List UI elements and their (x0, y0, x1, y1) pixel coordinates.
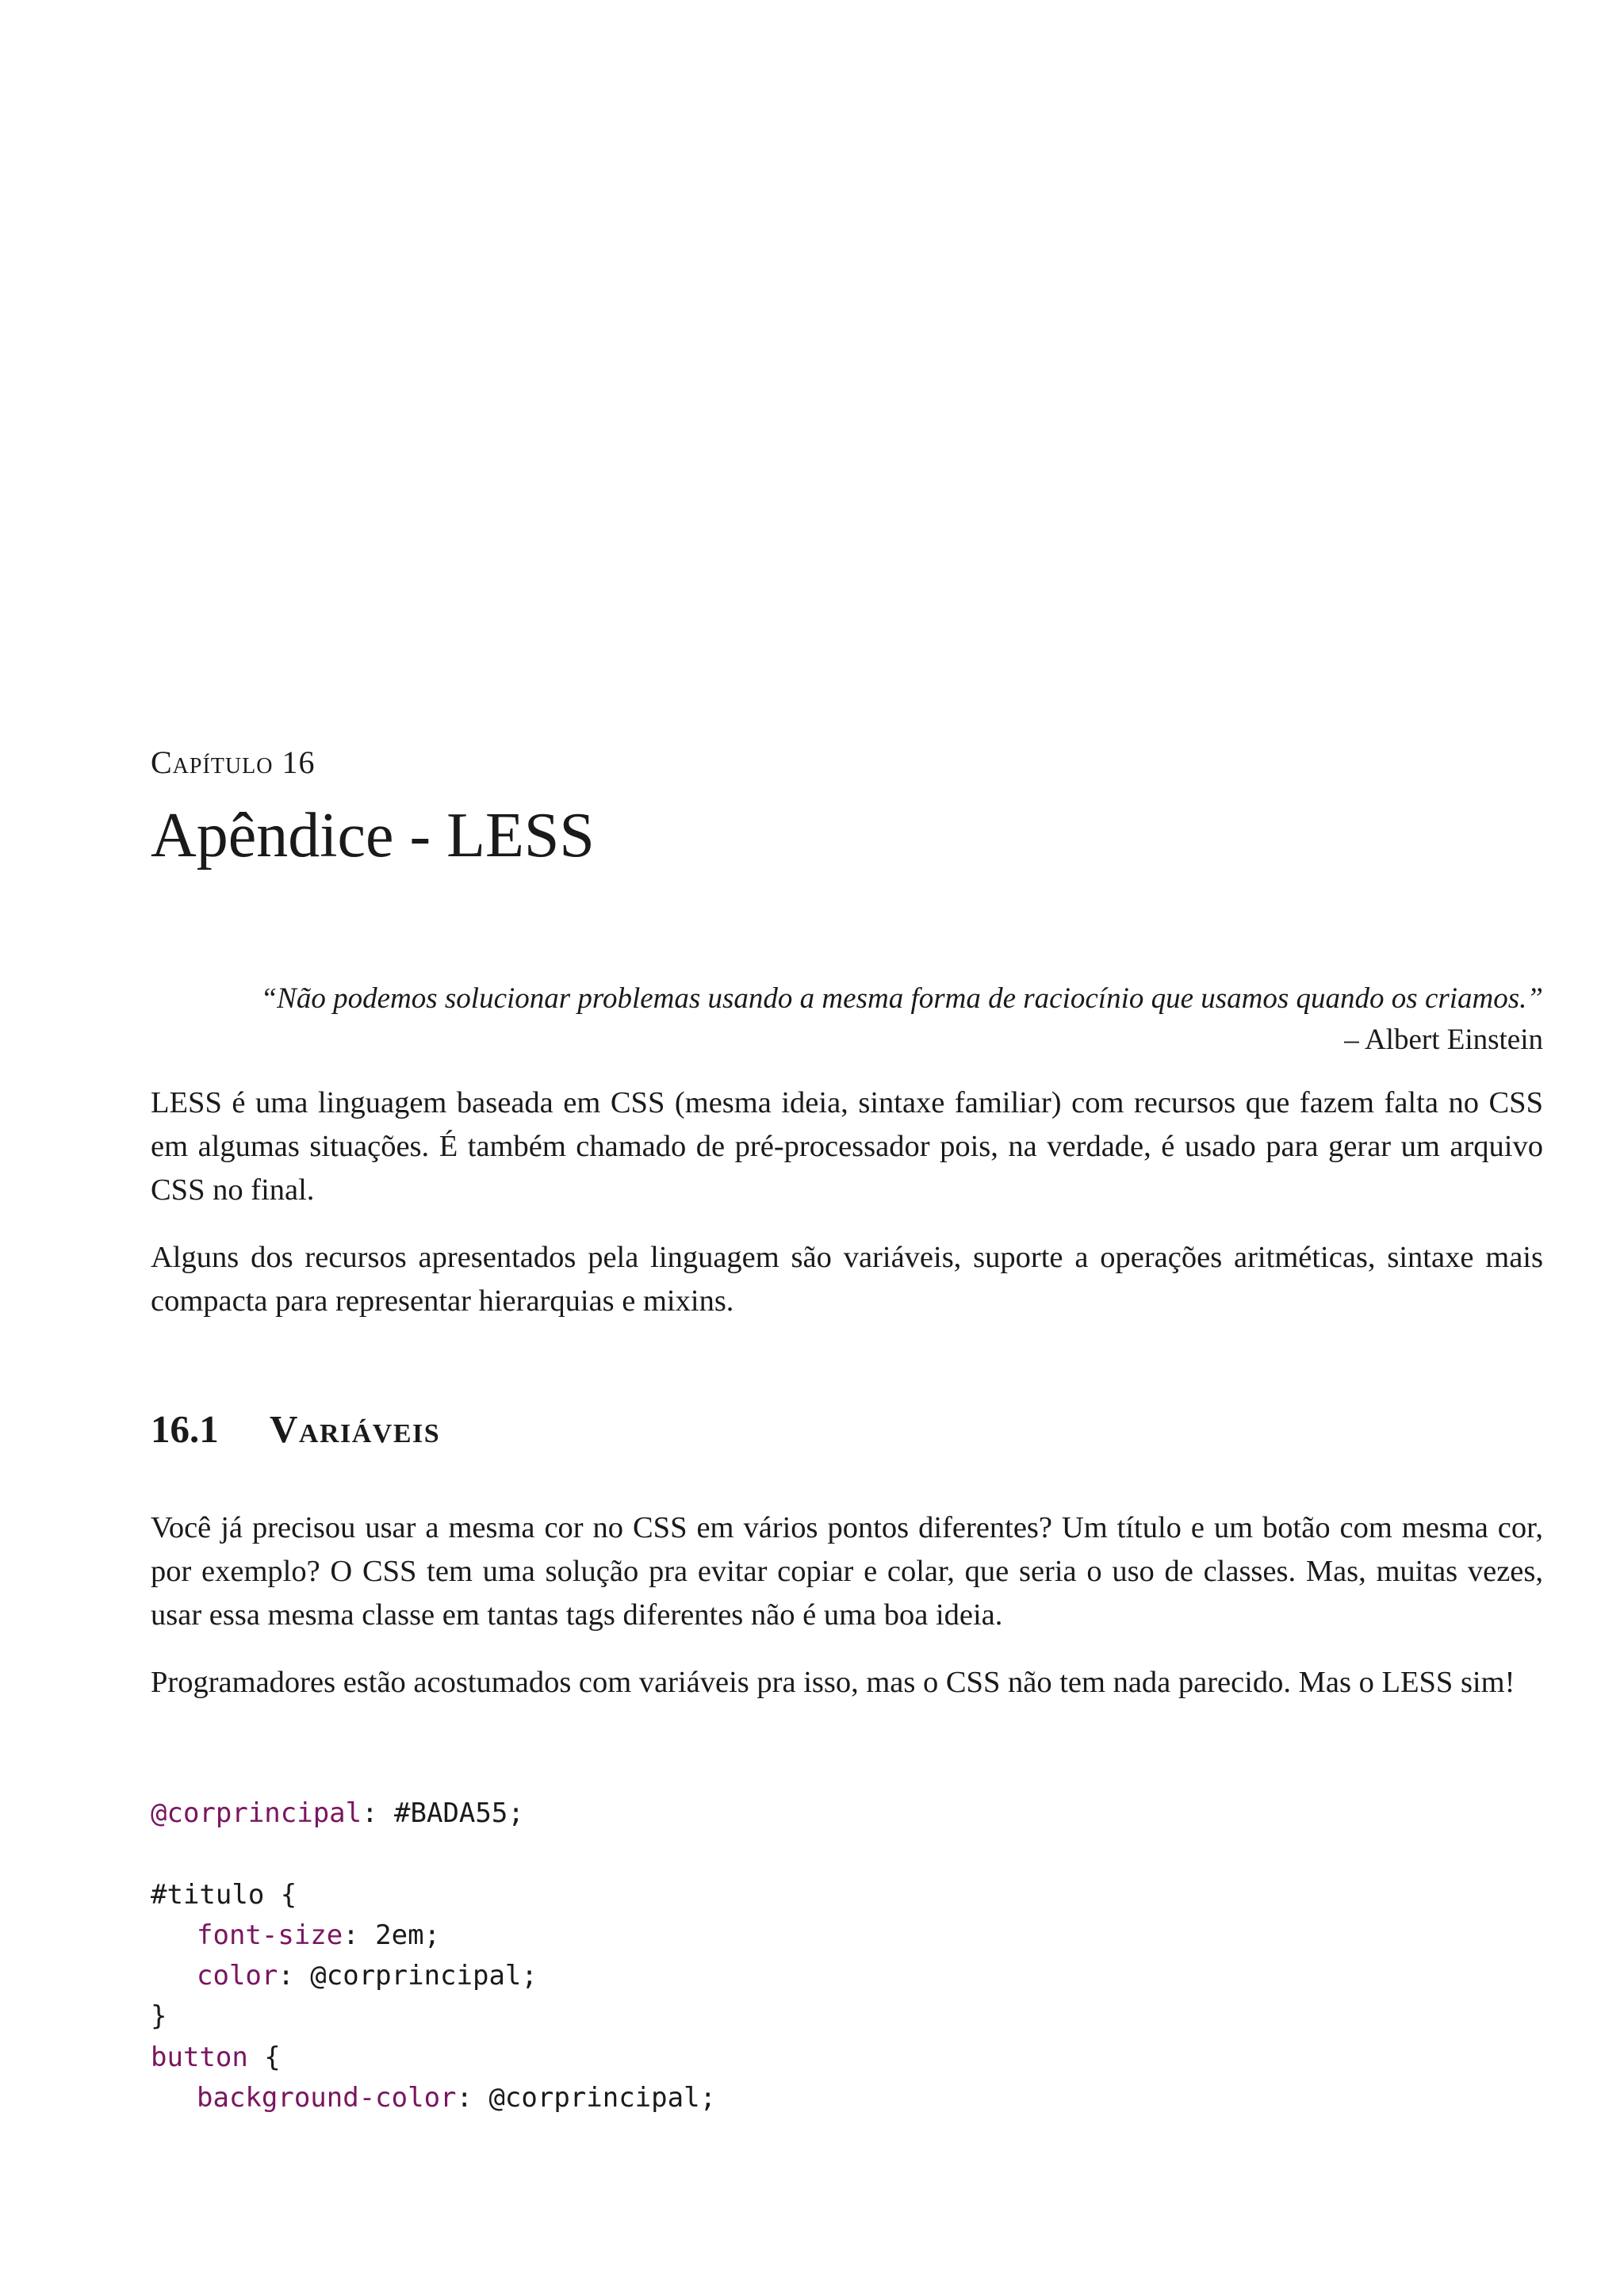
code-text: { (247, 2041, 281, 2073)
code-listing (151, 1793, 1543, 2118)
section-body (151, 1506, 1543, 1728)
code-property: color (197, 1960, 278, 1992)
code-line (151, 1793, 1543, 1834)
code-line (151, 1996, 1543, 2037)
code-line (151, 2038, 1543, 2078)
code-line (151, 2078, 1543, 2118)
code-text: } (151, 2000, 167, 2033)
code-line (151, 1915, 1543, 1956)
epigraph-quote: “Não podemos solucionar problemas usando a mesma forma de raciocínio que usamos quando os criamos.” (260, 982, 1543, 1015)
code-text: : @corprincipal; (278, 1960, 538, 1992)
code-variable: @corprincipal (151, 1797, 362, 1829)
code-text: #titulo { (151, 1878, 297, 1911)
intro-text (151, 1081, 1543, 1347)
chapter-title: Apêndice - LESS (151, 801, 595, 871)
chapter-label: Capítulo 16 (151, 744, 316, 780)
section-number: 16.1 (151, 1407, 219, 1451)
code-selector: button (151, 2041, 248, 2073)
code-property: font-size (197, 1919, 343, 1951)
code-line (151, 1875, 1543, 1915)
intro-paragraph: LESS é uma linguagem baseada em CSS (mesma ideia, sintaxe familiar) com recursos que fazem falta no CSS em algumas situações. É também chamado de pré-processador pois, na verdade, é usado para gerar um arquivo CSS no final. (151, 1086, 1543, 1207)
epigraph-author: – Albert Einstein (1344, 1024, 1543, 1056)
document-page (151, 0, 1543, 2296)
code-text: : @corprincipal; (456, 2082, 717, 2114)
section-title: Variáveis (270, 1407, 441, 1451)
intro-paragraph: Alguns dos recursos apresentados pela linguagem são variáveis, suporte a operações aritméticas, sintaxe mais compacta para representar hierarquias e mixins. (151, 1241, 1543, 1318)
code-line (151, 1956, 1543, 1996)
code-property: background-color (197, 2082, 457, 2114)
code-text: : 2em; (343, 1919, 441, 1951)
section-paragraph: Programadores estão acostumados com variáveis pra isso, mas o CSS não tem nada parecido. Mas o LESS sim! (151, 1666, 1515, 1699)
code-text: : #BADA55; (362, 1797, 524, 1829)
epigraph (151, 978, 1543, 1061)
code-line-blank (151, 1834, 1543, 1874)
section-paragraph: Você já precisou usar a mesma cor no CSS em vários pontos diferentes? Um título e um botão com mesma cor, por exemplo? O CSS tem uma solução pra evitar copiar e colar, que seria o uso de classes. Mas, muitas vezes, usar essa mesma classe em tantas tags diferentes não é uma boa ideia. (151, 1511, 1543, 1632)
section-heading (151, 1406, 440, 1452)
